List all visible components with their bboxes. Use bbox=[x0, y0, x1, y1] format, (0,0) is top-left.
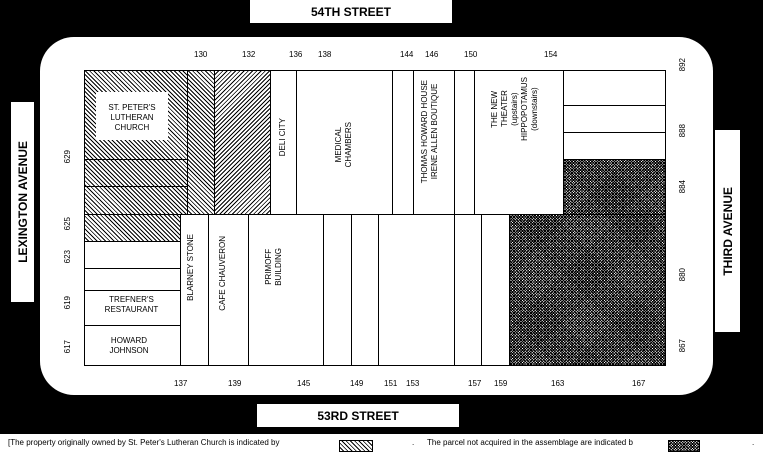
address-number: 132 bbox=[242, 50, 256, 59]
howard-johnson-label: HOWARD JOHNSON bbox=[109, 336, 149, 355]
new-theater-label: THE NEW THEATER (upstairs) HIPPOPOTAMUS (downstairs) bbox=[490, 77, 539, 141]
lot-157 bbox=[454, 214, 482, 366]
lot-divider bbox=[84, 186, 188, 187]
address-number: 163 bbox=[551, 379, 565, 388]
primoff-label: PRIMOFF BUILDING bbox=[264, 248, 283, 286]
address-number: 153 bbox=[406, 379, 420, 388]
street-lexington-label: LEXINGTON AVENUE bbox=[15, 141, 30, 263]
lot-623a bbox=[84, 241, 181, 269]
lot-149b bbox=[351, 214, 379, 366]
street-third bbox=[715, 130, 740, 332]
lot-884 bbox=[563, 159, 666, 216]
lot-623b bbox=[84, 268, 181, 291]
trefners-label: TREFNER'S RESTAURANT bbox=[104, 295, 159, 314]
address-number: 154 bbox=[544, 50, 558, 59]
legend-text-1: [The property originally owned by St. Peter's Lutheran Church is indicated by bbox=[8, 438, 280, 447]
blarney-stone-label: BLARNEY STONE bbox=[186, 234, 195, 301]
lot-150 bbox=[454, 70, 475, 215]
lot-151 bbox=[378, 214, 455, 366]
cafe-chauveron-label: CAFE CHAUVERON bbox=[218, 236, 227, 311]
lot-primoff bbox=[248, 214, 324, 366]
street-54th-label: 54TH STREET bbox=[310, 4, 391, 19]
address-number: 619 bbox=[63, 296, 72, 310]
thomas-howard-label: THOMAS HOWARD HOUSE IRENE ALLEN BOUTIQUE bbox=[420, 80, 439, 184]
street-53rd bbox=[257, 404, 459, 427]
address-number: 144 bbox=[400, 50, 414, 59]
st-peters-label: ST. PETER'S LUTHERAN CHURCH bbox=[108, 103, 156, 132]
address-number: 137 bbox=[174, 379, 188, 388]
address-number: 130 bbox=[194, 50, 208, 59]
legend-text-2: The parcel not acquired in the assemblage are indicated b bbox=[427, 438, 633, 447]
street-lexington bbox=[11, 102, 34, 302]
lot-892 bbox=[563, 70, 666, 106]
lot-888b bbox=[563, 132, 666, 160]
legend-swatch-not-acquired bbox=[668, 440, 700, 452]
lot-cafe-chauveron bbox=[208, 214, 249, 366]
lot-130 bbox=[187, 70, 215, 215]
street-54th bbox=[250, 0, 452, 23]
medical-chambers-label: MEDICAL CHAMBERS bbox=[334, 122, 353, 168]
address-number: 138 bbox=[318, 50, 332, 59]
legend-end: . bbox=[752, 438, 755, 447]
address-number: 167 bbox=[632, 379, 646, 388]
lot-159 bbox=[481, 214, 510, 366]
address-number: 149 bbox=[350, 379, 364, 388]
lot-144 bbox=[392, 70, 414, 215]
address-number: 884 bbox=[678, 180, 687, 194]
address-number: 617 bbox=[63, 340, 72, 354]
lot-149a bbox=[323, 214, 352, 366]
legend-sep: . bbox=[412, 438, 415, 447]
address-number: 139 bbox=[228, 379, 242, 388]
address-number: 136 bbox=[289, 50, 303, 59]
lot-625 bbox=[84, 214, 181, 242]
address-number: 159 bbox=[494, 379, 508, 388]
lot-888a bbox=[563, 105, 666, 133]
address-number: 145 bbox=[297, 379, 311, 388]
address-number: 146 bbox=[425, 50, 439, 59]
address-number: 867 bbox=[678, 339, 687, 353]
lot-divider bbox=[84, 159, 188, 160]
legend bbox=[0, 434, 763, 456]
street-53rd-label: 53RD STREET bbox=[317, 408, 399, 423]
deli-city-label: DELI CITY bbox=[278, 118, 287, 157]
address-number: 629 bbox=[63, 150, 72, 164]
address-number: 892 bbox=[678, 58, 687, 72]
address-number: 623 bbox=[63, 250, 72, 264]
address-number: 880 bbox=[678, 268, 687, 282]
lot-163-167 bbox=[509, 214, 666, 366]
address-number: 888 bbox=[678, 124, 687, 138]
lot-132 bbox=[214, 70, 271, 215]
address-number: 625 bbox=[63, 217, 72, 231]
street-third-label: THIRD AVENUE bbox=[720, 186, 735, 276]
legend-swatch-church bbox=[339, 440, 373, 452]
address-number: 157 bbox=[468, 379, 482, 388]
address-number: 150 bbox=[464, 50, 478, 59]
address-number: 151 bbox=[384, 379, 398, 388]
